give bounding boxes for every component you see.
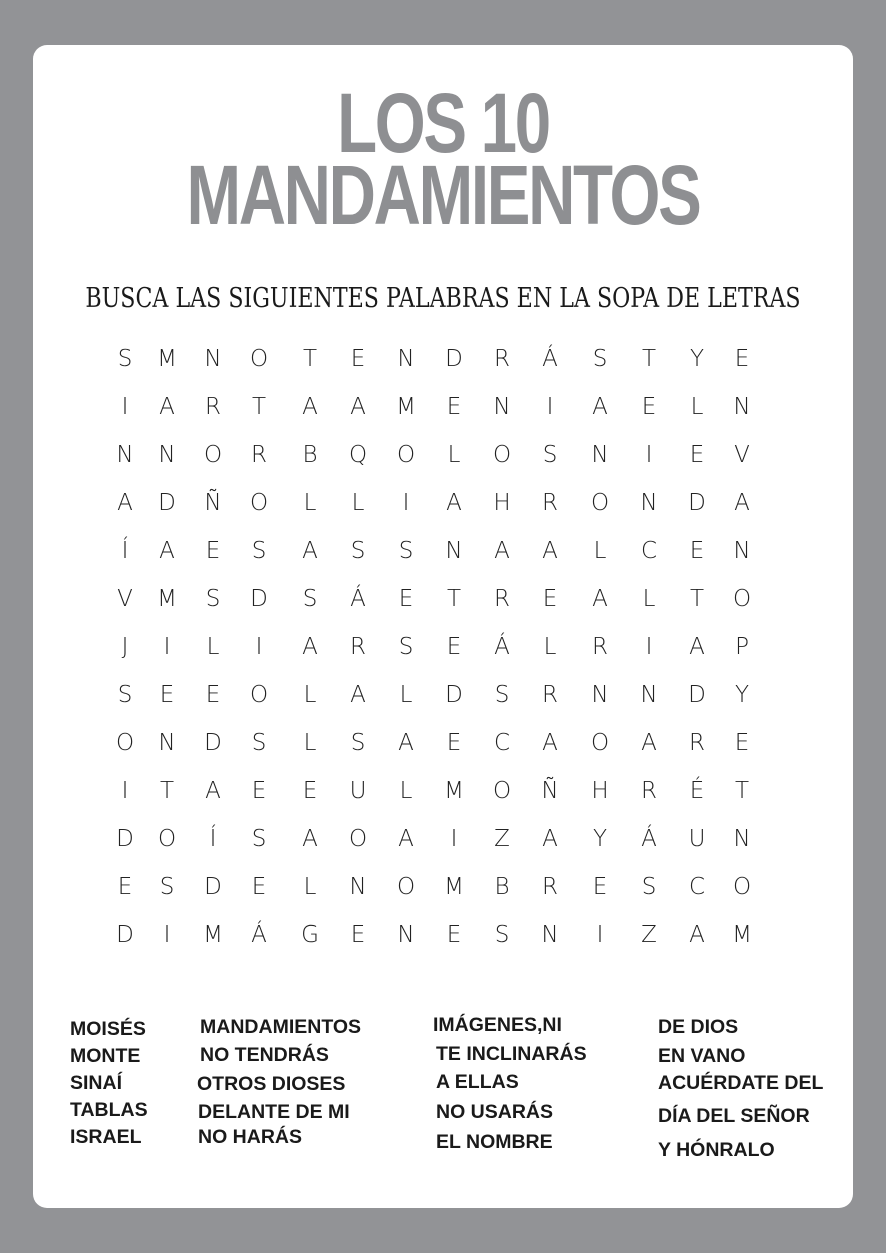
grid-letter: N: [116, 442, 134, 468]
word-list-item: MONTE: [70, 1045, 141, 1067]
grid-letter: O: [590, 490, 610, 516]
grid-letter: E: [641, 394, 657, 420]
word-list-item: SINAÍ: [70, 1072, 123, 1094]
grid-letter: I: [163, 922, 171, 948]
grid-letter: E: [159, 682, 175, 708]
grid-letter: A: [159, 538, 175, 564]
grid-letter: N: [158, 730, 176, 756]
word-list-item: ISRAEL: [70, 1126, 142, 1148]
grid-letter: B: [494, 874, 510, 900]
grid-letter: O: [348, 826, 368, 852]
grid-letter: L: [303, 490, 317, 516]
grid-letter: L: [543, 634, 557, 660]
grid-letter: E: [734, 730, 750, 756]
grid-letter: R: [542, 490, 558, 516]
grid-letter: Á: [641, 826, 657, 852]
grid-letter: E: [446, 394, 462, 420]
grid-letter: N: [733, 394, 751, 420]
grid-letter: A: [117, 490, 133, 516]
word-list-item: IMÁGENES,NI: [433, 1014, 562, 1036]
grid-letter: A: [398, 730, 414, 756]
grid-letter: O: [396, 874, 416, 900]
grid-letter: S: [398, 634, 414, 660]
grid-letter: I: [450, 826, 458, 852]
grid-letter: E: [350, 346, 366, 372]
grid-letter: L: [642, 586, 656, 612]
grid-letter: I: [402, 490, 410, 516]
grid-letter: T: [641, 346, 657, 372]
grid-letter: U: [349, 778, 367, 804]
grid-letter: L: [399, 778, 413, 804]
instructions: BUSCA LAS SIGUIENTES PALABRAS EN LA SOPA DE LETRAS: [85, 283, 801, 314]
grid-letter: H: [493, 490, 511, 516]
grid-letter: Z: [641, 922, 657, 948]
grid-letter: V: [734, 442, 750, 468]
word-list-item: TE INCLINARÁS: [436, 1043, 587, 1065]
grid-letter: S: [302, 586, 318, 612]
grid-letter: A: [689, 922, 705, 948]
word-list-item: EN VANO: [658, 1045, 746, 1067]
grid-letter: R: [205, 394, 221, 420]
grid-letter: Z: [494, 826, 510, 852]
grid-letter: T: [734, 778, 750, 804]
grid-letter: S: [159, 874, 175, 900]
grid-letter: D: [116, 922, 134, 948]
grid-letter: E: [398, 586, 414, 612]
grid-letter: L: [447, 442, 461, 468]
grid-letter: N: [158, 442, 176, 468]
grid-letter: V: [117, 586, 133, 612]
grid-letter: Y: [592, 826, 608, 852]
grid-letter: A: [592, 586, 608, 612]
grid-letter: E: [689, 538, 705, 564]
grid-letter: N: [349, 874, 367, 900]
grid-letter: A: [350, 682, 366, 708]
grid-letter: A: [689, 634, 705, 660]
grid-letter: R: [542, 682, 558, 708]
word-list-item: NO HARÁS: [198, 1126, 303, 1148]
grid-letter: S: [350, 730, 366, 756]
grid-letter: I: [645, 442, 653, 468]
grid-letter: R: [592, 634, 608, 660]
grid-letter: E: [251, 778, 267, 804]
grid-letter: E: [205, 538, 221, 564]
word-list-item: NO USARÁS: [436, 1101, 554, 1123]
grid-letter: D: [116, 826, 134, 852]
grid-letter: N: [591, 682, 609, 708]
grid-letter: A: [302, 394, 318, 420]
grid-letter: S: [117, 682, 133, 708]
grid-letter: O: [732, 586, 752, 612]
grid-letter: S: [251, 730, 267, 756]
grid-letter: E: [446, 922, 462, 948]
grid-letter: R: [350, 634, 366, 660]
grid-letter: E: [350, 922, 366, 948]
grid-letter: Y: [689, 346, 705, 372]
word-list-item: MANDAMIENTOS: [200, 1016, 362, 1038]
grid-letter: L: [303, 874, 317, 900]
grid-letter: I: [596, 922, 604, 948]
word-list-item: Y HÓNRALO: [658, 1139, 775, 1161]
grid-letter: Í: [121, 538, 129, 564]
grid-letter: O: [732, 874, 752, 900]
grid-letter: É: [689, 778, 705, 804]
grid-letter: D: [688, 490, 706, 516]
grid-letter: O: [249, 490, 269, 516]
grid-letter: O: [249, 682, 269, 708]
grid-letter: N: [640, 682, 658, 708]
grid-letter: L: [690, 394, 704, 420]
grid-letter: D: [204, 730, 222, 756]
grid-letter: L: [351, 490, 365, 516]
grid-letter: R: [494, 346, 510, 372]
grid-letter: Í: [209, 826, 217, 852]
grid-letter: T: [159, 778, 175, 804]
grid-letter: A: [734, 490, 750, 516]
grid-letter: O: [249, 346, 269, 372]
grid-letter: M: [157, 586, 177, 612]
grid-letter: N: [640, 490, 658, 516]
grid-letter: I: [163, 634, 171, 660]
grid-letter: I: [645, 634, 653, 660]
grid-letter: E: [592, 874, 608, 900]
grid-letter: Q: [348, 442, 368, 468]
grid-letter: I: [121, 778, 129, 804]
grid-letter: D: [688, 682, 706, 708]
word-list-item: OTROS DIOSES: [197, 1073, 346, 1095]
word-list-item: A ELLAS: [436, 1071, 519, 1093]
grid-letter: N: [397, 346, 415, 372]
grid-letter: G: [301, 922, 319, 948]
grid-letter: A: [542, 538, 558, 564]
grid-letter: A: [494, 538, 510, 564]
grid-letter: I: [546, 394, 554, 420]
grid-letter: S: [117, 346, 133, 372]
grid-letter: S: [251, 826, 267, 852]
grid-letter: A: [641, 730, 657, 756]
grid-letter: E: [117, 874, 133, 900]
grid-letter: R: [689, 730, 705, 756]
grid-letter: R: [542, 874, 558, 900]
grid-letter: Á: [542, 346, 558, 372]
grid-letter: D: [204, 874, 222, 900]
grid-letter: S: [205, 586, 221, 612]
grid-letter: T: [251, 394, 267, 420]
grid-letter: E: [446, 730, 462, 756]
grid-letter: D: [445, 346, 463, 372]
grid-letter: Á: [251, 922, 267, 948]
grid-letter: M: [732, 922, 752, 948]
word-list-item: EL NOMBRE: [436, 1131, 553, 1153]
word-list-item: TABLAS: [70, 1099, 148, 1121]
grid-letter: N: [397, 922, 415, 948]
grid-letter: C: [688, 874, 706, 900]
grid-letter: Ñ: [541, 778, 559, 804]
grid-letter: J: [121, 634, 129, 660]
grid-letter: N: [733, 826, 751, 852]
grid-letter: O: [590, 730, 610, 756]
grid-letter: L: [206, 634, 220, 660]
grid-letter: M: [203, 922, 223, 948]
page-title-line-1: LOS 10: [337, 76, 549, 170]
grid-letter: S: [542, 442, 558, 468]
grid-letter: I: [255, 634, 263, 660]
grid-letter: A: [205, 778, 221, 804]
grid-letter: S: [494, 922, 510, 948]
grid-letter: E: [542, 586, 558, 612]
grid-letter: O: [203, 442, 223, 468]
grid-letter: E: [734, 346, 750, 372]
page-title-line-2: MANDAMIENTOS: [186, 148, 700, 242]
word-list-item: MOISÉS: [70, 1018, 146, 1040]
word-list-item: ACUÉRDATE DEL: [658, 1072, 824, 1094]
grid-letter: S: [398, 538, 414, 564]
grid-letter: E: [302, 778, 318, 804]
grid-letter: C: [640, 538, 658, 564]
grid-letter: N: [445, 538, 463, 564]
grid-letter: A: [302, 826, 318, 852]
grid-letter: Á: [494, 634, 510, 660]
grid-letter: E: [689, 442, 705, 468]
grid-letter: A: [542, 826, 558, 852]
grid-letter: M: [157, 346, 177, 372]
grid-letter: L: [399, 682, 413, 708]
grid-letter: I: [121, 394, 129, 420]
grid-letter: M: [444, 778, 464, 804]
grid-letter: D: [445, 682, 463, 708]
grid-letter: E: [446, 634, 462, 660]
grid-letter: A: [398, 826, 414, 852]
grid-letter: O: [492, 778, 512, 804]
grid-letter: L: [593, 538, 607, 564]
grid-letter: R: [251, 442, 267, 468]
grid-letter: Ñ: [204, 490, 222, 516]
word-list-item: DÍA DEL SEÑOR: [658, 1105, 810, 1127]
grid-letter: T: [302, 346, 318, 372]
grid-letter: T: [689, 586, 705, 612]
grid-letter: O: [396, 442, 416, 468]
word-list-item: DE DIOS: [658, 1016, 739, 1038]
grid-letter: N: [541, 922, 559, 948]
word-list-item: NO TENDRÁS: [200, 1044, 329, 1066]
grid-letter: P: [735, 634, 749, 660]
grid-letter: L: [303, 682, 317, 708]
grid-letter: U: [688, 826, 706, 852]
grid-letter: O: [115, 730, 135, 756]
grid-letter: A: [446, 490, 462, 516]
grid-letter: D: [158, 490, 176, 516]
grid-letter: S: [350, 538, 366, 564]
grid-letter: T: [446, 586, 462, 612]
grid-letter: N: [733, 538, 751, 564]
grid-letter: D: [250, 586, 268, 612]
grid-letter: L: [303, 730, 317, 756]
grid-letter: S: [641, 874, 657, 900]
grid-letter: N: [591, 442, 609, 468]
word-list-item: DELANTE DE MI: [198, 1101, 350, 1123]
grid-letter: A: [302, 634, 318, 660]
grid-letter: Y: [734, 682, 750, 708]
grid-letter: Á: [350, 586, 366, 612]
grid-letter: O: [492, 442, 512, 468]
grid-letter: E: [205, 682, 221, 708]
grid-letter: B: [302, 442, 318, 468]
grid-letter: A: [542, 730, 558, 756]
grid-letter: S: [494, 682, 510, 708]
grid-letter: N: [204, 346, 222, 372]
grid-letter: R: [494, 586, 510, 612]
grid-letter: R: [641, 778, 657, 804]
grid-letter: O: [157, 826, 177, 852]
grid-letter: M: [396, 394, 416, 420]
grid-letter: C: [493, 730, 511, 756]
grid-letter: H: [591, 778, 609, 804]
grid-letter: M: [444, 874, 464, 900]
grid-letter: N: [493, 394, 511, 420]
grid-letter: E: [251, 874, 267, 900]
grid-letter: A: [302, 538, 318, 564]
grid-letter: S: [592, 346, 608, 372]
grid-letter: A: [159, 394, 175, 420]
grid-letter: A: [592, 394, 608, 420]
grid-letter: S: [251, 538, 267, 564]
grid-letter: A: [350, 394, 366, 420]
